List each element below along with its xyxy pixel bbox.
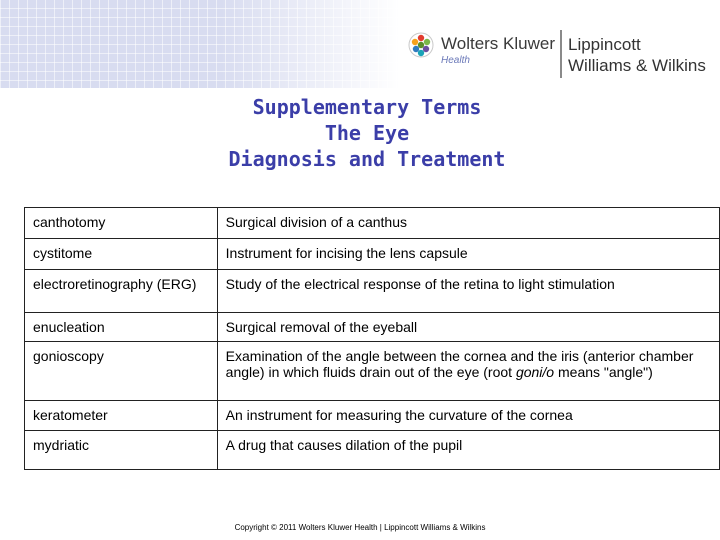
definition-cell: Surgical division of a canthus bbox=[217, 208, 719, 239]
definition-text: means "angle") bbox=[554, 364, 653, 380]
definition-cell: Surgical removal of the eyeball bbox=[217, 313, 719, 342]
table-row bbox=[25, 431, 720, 470]
logo-company-name: Wolters Kluwer bbox=[441, 34, 555, 53]
definition-root-emphasis: goni/o bbox=[515, 364, 555, 380]
logo-brand-line1: Lippincott bbox=[568, 35, 641, 54]
term-cell: keratometer bbox=[25, 401, 218, 431]
copyright-footer: Copyright © 2011 Wolters Kluwer Health | Lippincott Williams & Wilkins bbox=[234, 523, 486, 532]
publisher-logo bbox=[408, 30, 718, 80]
definition-text: Examination of the angle between the cornea and the iris (anterior chamber angle) in which fluids drain out of the eye (root bbox=[225, 348, 694, 380]
term-cell: mydriatic bbox=[25, 431, 218, 470]
logo-divider bbox=[560, 30, 562, 78]
table-row bbox=[25, 239, 720, 270]
table-row bbox=[25, 313, 720, 342]
table-row bbox=[25, 342, 720, 401]
definition-cell: An instrument for measuring the curvature of the cornea bbox=[217, 401, 719, 431]
wolters-kluwer-globe-icon bbox=[408, 32, 434, 58]
definition-cell: A drug that causes dilation of the pupil bbox=[217, 431, 719, 470]
logo-division-name: Health bbox=[441, 55, 470, 66]
term-cell: enucleation bbox=[25, 313, 218, 342]
definition-cell: Instrument for incising the lens capsule bbox=[217, 239, 719, 270]
table-row bbox=[25, 208, 720, 239]
slide-title bbox=[0, 94, 720, 172]
decorative-grid-pattern bbox=[0, 0, 400, 88]
term-cell: gonioscopy bbox=[25, 342, 218, 401]
definition-cell: Study of the electrical response of the retina to light stimulation bbox=[217, 270, 719, 313]
term-cell: canthotomy bbox=[25, 208, 218, 239]
terms-table bbox=[24, 207, 720, 470]
logo-brand-line2: Williams & Wilkins bbox=[568, 56, 706, 75]
title-line-3: Diagnosis and Treatment bbox=[228, 147, 506, 171]
header-band bbox=[0, 0, 720, 88]
title-line-1: Supplementary Terms bbox=[252, 95, 482, 119]
table-row bbox=[25, 401, 720, 431]
title-line-2: The Eye bbox=[324, 121, 410, 145]
term-cell: electroretinography (ERG) bbox=[25, 270, 218, 313]
term-cell: cystitome bbox=[25, 239, 218, 270]
table-row bbox=[25, 270, 720, 313]
definition-cell bbox=[217, 342, 719, 401]
